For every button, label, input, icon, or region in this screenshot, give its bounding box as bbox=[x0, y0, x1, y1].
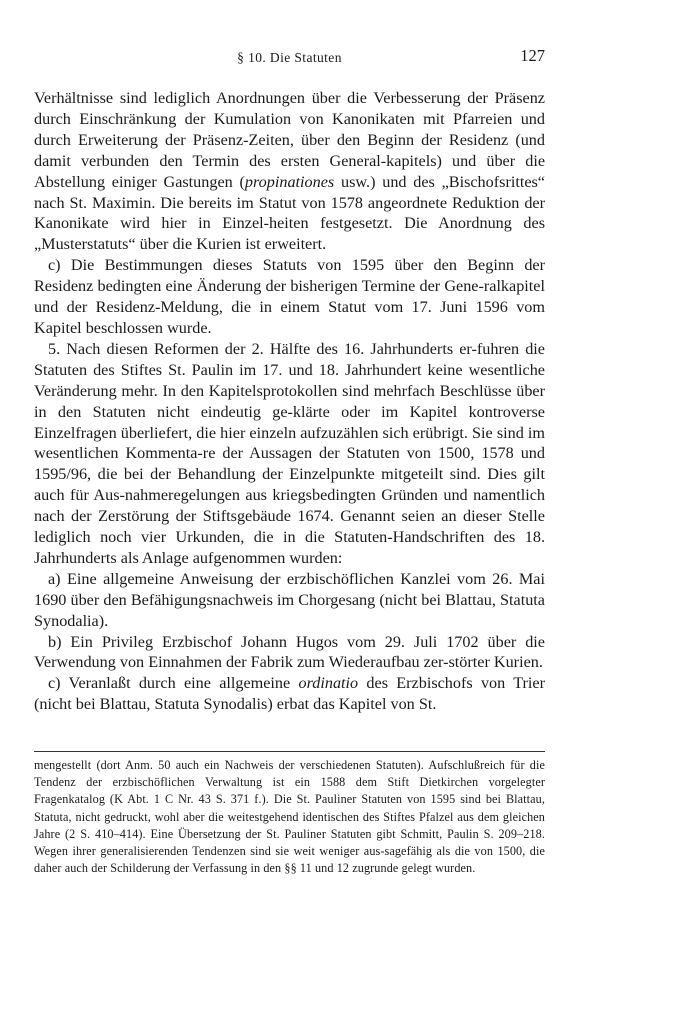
text-run: usw.) und des „Bischofsrittes“ nach St. Maximin. Die bereits im Statut von 1578 angeordnete Reduktion der Kanonikate wird hier in Einzel-heiten festgesetzt. Die Anordnung des „Musterstatuts“ über die Kurien ist erweitert. bbox=[34, 172, 545, 254]
italic-term: propinationes bbox=[244, 172, 335, 191]
footnote: mengestellt (dort Anm. 50 auch ein Nachweis der verschiedenen Statuten). Aufschlußreich für die Tendenz der erzbischöflichen Verwaltung ist ein 1588 dem Stift Dietkirchen vorgelegter Fragenkatalog (K Abt. 1 C Nr. 43 S. 371 f.). Die St. Pauliner Statuten von 1595 sind bei Blattau, Statuta, nicht gedruckt, wohl aber die weitestgehend identischen des Stiftes Pfalzel aus dem gleichen Jahre (2 S. 410–414). Eine Übersetzung der St. Pauliner Statuten gibt Schmitt, Paulin S. 209–218. Wegen ihrer generalisierenden Tendenzen sind sie weit weniger aus-sagefähig als die von 1500, die daher auch der Schilderung der Verfassung in den §§ 11 und 12 zugrunde gelegt wurden. bbox=[34, 758, 545, 876]
paragraph-b-1702: b) Ein Privileg Erzbischof Johann Hugos vom 29. Juli 1702 über die Verwendung von Einnahmen der Fabrik zum Wiederaufbau zer-störter Kurien. bbox=[34, 632, 545, 672]
paragraph-c-1595: c) Die Bestimmungen dieses Statuts von 1595 über den Beginn der Residenz bedingten eine Änderung der bisherigen Termine der Gene-ralkapitel und der Residenz-Meldung, die in einem Statut vom 17. Juni 1596 vom Kapitel beschlossen wurde. bbox=[34, 256, 545, 337]
body-text bbox=[34, 88, 545, 715]
paragraph-c-ordinatio bbox=[34, 673, 545, 715]
italic-term: ordinatio bbox=[298, 674, 359, 693]
footnote-divider bbox=[34, 751, 545, 752]
text-run: c) Veranlaßt durch eine allgemeine bbox=[48, 674, 299, 693]
paragraph-a-1690: a) Eine allgemeine Anweisung der erzbischöflichen Kanzlei vom 26. Mai 1690 über den Befähigungsnachweis im Chorgesang (nicht bei Blattau, Statuta Synodalia). bbox=[34, 569, 545, 630]
running-head: § 10. Die Statuten bbox=[237, 50, 342, 65]
page-number: 127 bbox=[520, 46, 545, 65]
text-run: des Erzbischofs von Trier (nicht bei Blattau, Statuta Synodalis) erbat das Kapitel von St. bbox=[34, 674, 545, 714]
page-header bbox=[34, 46, 545, 70]
paragraph-5: 5. Nach diesen Reformen der 2. Hälfte des 16. Jahrhunderts er-fuhren die Statuten des Stiftes St. Paulin im 17. und 18. Jahrhundert keine wesentliche Veränderung mehr. In den Kapitelsprotokollen sind mehrfach Beschlüsse über in den Statuten nicht eindeutig ge-klärte oder im Kapitel kontroverse Einzelfragen überliefert, die hier einzeln aufzuzählen sich erübrigt. Sie sind im wesentlichen Kommenta-re der Aussagen der Statuten von 1500, 1578 und 1595/96, die bei der Behandlung der Einzelpunkte mitgeteilt sind. Dies gilt auch für Aus-nahmeregelungen aus kriegsbedingten Gründen und namentlich nach der Zerstörung der Stiftsgebäude 1674. Genannt seien an dieser Stelle lediglich noch vier Urkunden, die in die Statuten-Handschriften des 18. Jahrhunderts als Anlage aufgenommen wurden: bbox=[34, 339, 545, 567]
text-run: Verhältnisse sind lediglich Anordnungen über die Verbesserung der Präsenz durch Einschränkung der Kumulation von Kanonikaten mit Pfarreien und durch Erweiterung der Präsenz-Zeiten, über den Beginn der Residenz (und damit verbunden den Termin des ersten General-kapitels) und über die Abstellung einiger Gastungen ( bbox=[34, 89, 545, 191]
paragraph-continuation bbox=[34, 88, 545, 255]
